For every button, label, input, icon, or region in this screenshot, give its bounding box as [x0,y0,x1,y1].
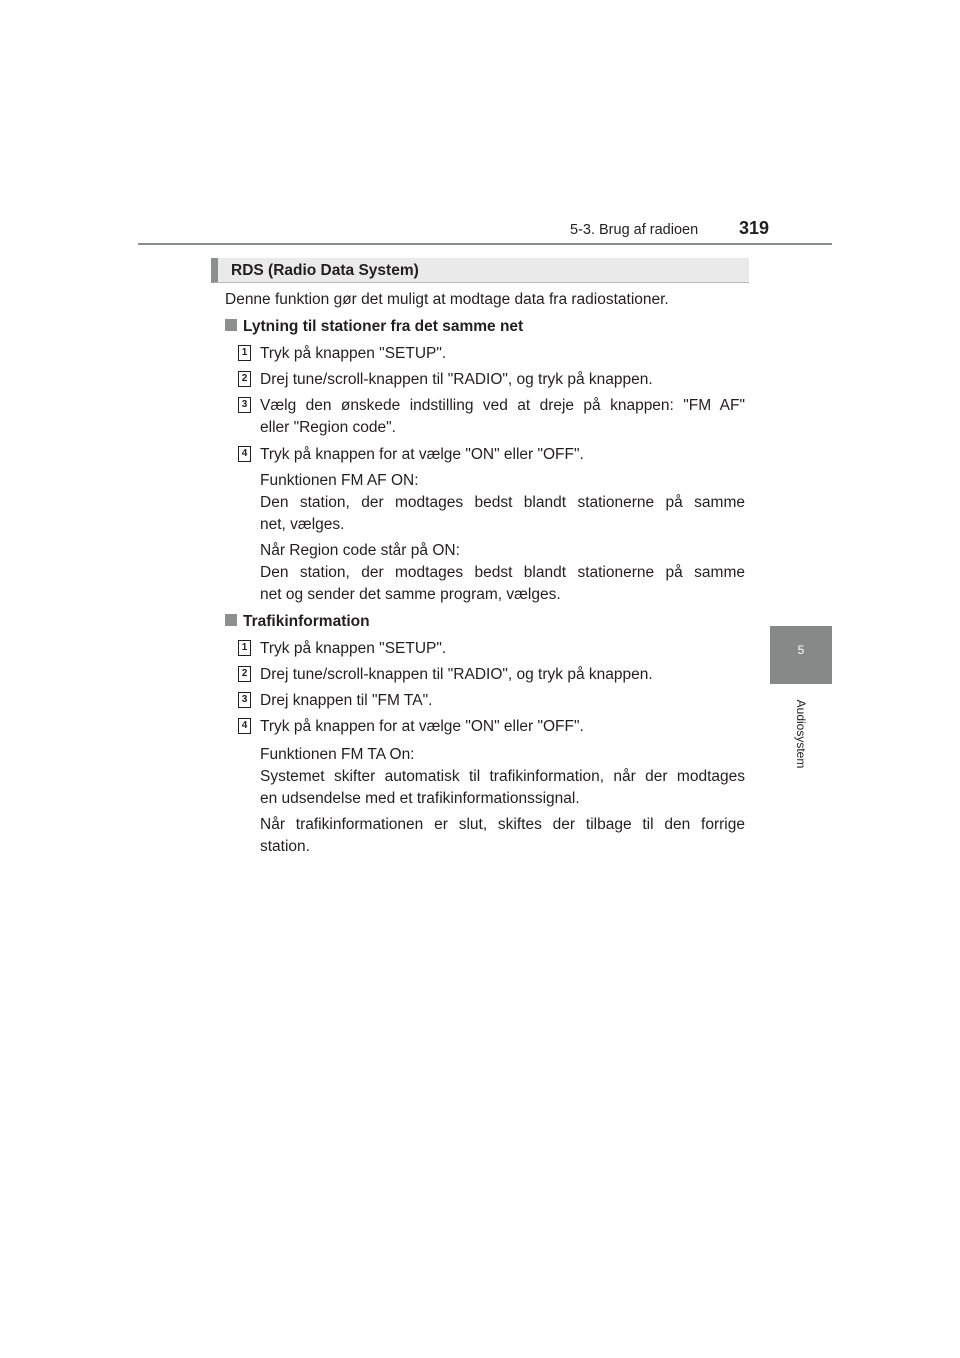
note-text-cont: net, vælges. [260,516,345,533]
step-badge: 1 [238,345,251,361]
step-badge: 1 [238,640,251,656]
square-bullet-icon [225,319,237,331]
step-badge: 4 [238,718,251,734]
note-title: Når Region code står på ON: [260,542,460,559]
step-badge: 3 [238,692,251,708]
step-text: Tryk på knappen for at vælge "ON" eller "OFF". [260,718,584,735]
note-text: Systemet skifter automatisk til trafikinformation, når der modtages [260,768,745,785]
chapter-tab-number: 5 [797,643,805,657]
subheading-text: Lytning til stationer fra det samme net [243,318,524,335]
chapter-tab-label: Audiosystem [794,699,808,769]
note-text-cont: en udsendelse med et trafikinformationssignal. [260,790,580,807]
step-text: Tryk på knappen for at vælge "ON" eller "OFF". [260,446,584,463]
subheading-lytning [225,316,523,338]
step-badge: 4 [238,446,251,462]
header-rule [138,243,832,245]
note-title: Funktionen FM AF ON: [260,472,419,489]
step-text: Drej tune/scroll-knappen til "RADIO", og tryk på knappen. [260,371,653,388]
note-text: Når trafikinformationen er slut, skiftes der tilbage til den forrige [260,816,745,833]
step-text: Tryk på knappen "SETUP". [260,345,447,362]
note-text-cont: net og sender det samme program, vælges. [260,586,561,603]
section-title: RDS (Radio Data System) [231,262,419,279]
note-title: Funktionen FM TA On: [260,746,415,763]
note-text-cont: station. [260,838,310,855]
step-badge: 3 [238,397,251,413]
step-text: Drej knappen til "FM TA". [260,692,433,709]
subheading-trafikinformation [225,611,370,633]
step-badge: 2 [238,371,251,387]
step-badge: 2 [238,666,251,682]
intro-text: Denne funktion gør det muligt at modtage data fra radiostationer. [225,291,669,308]
step-text: Drej tune/scroll-knappen til "RADIO", og tryk på knappen. [260,666,653,683]
step-text-cont: eller "Region code". [260,419,396,436]
subheading-text: Trafikinformation [243,613,370,630]
section-title-bar [211,258,749,283]
header-section-label: 5-3. Brug af radioen [570,222,699,238]
note-text: Den station, der modtages bedst blandt stationerne på samme [260,564,745,581]
note-text: Den station, der modtages bedst blandt stationerne på samme [260,494,745,511]
step-text: Tryk på knappen "SETUP". [260,640,447,657]
step-text: Vælg den ønskede indstilling ved at dreje på knappen: "FM AF" [260,397,745,414]
page-number: 319 [739,218,770,238]
square-bullet-icon [225,614,237,626]
